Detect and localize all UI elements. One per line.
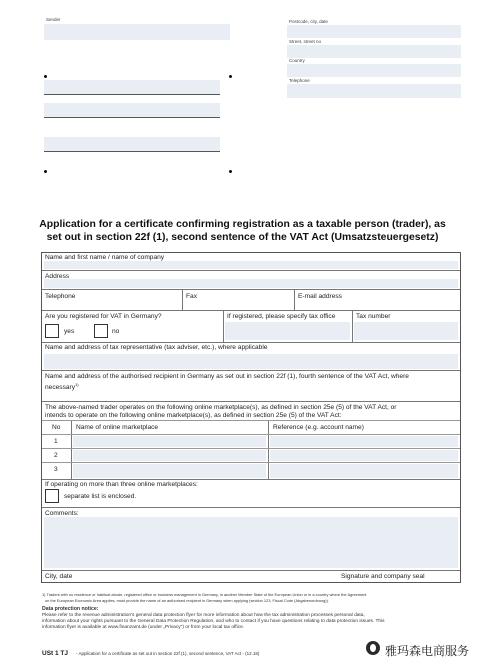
marketplace-reference-1[interactable]: [270, 436, 458, 447]
separate-list-checkbox[interactable]: [45, 489, 59, 503]
address-label: Address: [45, 273, 70, 280]
address-field[interactable]: [44, 279, 458, 288]
marketplace-name-2[interactable]: [73, 450, 266, 461]
marketplace-name-1[interactable]: [73, 436, 266, 447]
name-label: Name and first name / name of company: [45, 254, 165, 261]
street-label: Street, street no: [289, 39, 322, 44]
recipient-address-line-2: [44, 117, 220, 118]
no-label: no: [112, 328, 120, 335]
marketplace-name-3[interactable]: [73, 464, 266, 478]
tax-office-field[interactable]: [225, 322, 350, 340]
name-field[interactable]: [44, 261, 458, 269]
marketplace-intro-2: intends to operate on the following online marketplace(s), as defined in section 25e (5) of the VAT Act:: [45, 412, 342, 419]
data-protection-line-2: information about your rights pursuant to the General Data Protection Regulation, and who to contact if you have questions relating to data protection issues. This: [42, 619, 385, 624]
col-reference-header: Reference (e.g. account name): [273, 424, 364, 431]
vat-question-label: Are you registered for VAT in Germany?: [45, 313, 162, 320]
document-title-line-1: Application for a certificate confirming registration as a taxable person (trader), as: [39, 219, 446, 230]
marketplace-reference-3[interactable]: [270, 464, 458, 478]
row-number-3: 3: [54, 466, 58, 473]
country-field[interactable]: [287, 64, 461, 77]
corner-mark-bottom-right: [229, 170, 232, 173]
tax-representative-field[interactable]: [44, 354, 458, 369]
telephone-label: Telephone: [45, 293, 76, 300]
data-protection-heading: Data protection notice:: [42, 606, 99, 612]
marketplace-reference-2[interactable]: [270, 450, 458, 461]
recipient-address-field-1[interactable]: [44, 80, 220, 94]
footnote-line-1: 1) Traders with no residence or habitual abode, registered office or business management in Germany, in another Member State of the European Union or in a country where the Agreement: [42, 592, 367, 597]
row-number-1: 1: [54, 438, 58, 445]
fax-label: Fax: [186, 293, 197, 300]
corner-mark-bottom-left: [44, 170, 47, 173]
email-label: E-mail address: [298, 293, 342, 300]
corner-mark-top-left: [44, 75, 47, 78]
recipient-address-line-3: [44, 151, 220, 152]
signature-label: Signature and company seal: [341, 573, 425, 580]
comments-label: Comments:: [45, 510, 79, 517]
more-marketplaces-label: If operating on more than three online marketplaces:: [45, 481, 198, 488]
col-marketplace-header: Name of online marketplace: [76, 424, 159, 431]
telephone-header-label: Telephone: [289, 78, 310, 83]
watermark-text: 雅玛森电商服务: [385, 644, 470, 658]
row-number-2: 2: [54, 452, 58, 459]
corner-mark-top-right: [229, 75, 232, 78]
authorised-recipient-label-1: Name and address of the authorised recipient in Germany as set out in section 22f (1), fourth sentence of the VAT Act, where: [45, 373, 409, 380]
yes-label: yes: [64, 328, 75, 335]
col-no-header: No: [52, 424, 61, 431]
no-checkbox[interactable]: [94, 324, 108, 338]
recipient-address-line-1: [44, 94, 220, 95]
city-date-field[interactable]: [44, 553, 458, 568]
authorised-recipient-label-2: necessary$^{1)}$: [45, 382, 79, 392]
street-field[interactable]: [287, 45, 461, 58]
document-title-line-2: set out in section 22f (1), second sentence of the VAT Act (Umsatzsteuergesetz): [46, 232, 439, 243]
city-date-label: City, date: [45, 573, 73, 580]
application-form: [41, 252, 461, 583]
postcode-field[interactable]: [287, 25, 461, 38]
separate-list-label: separate list is enclosed.: [64, 493, 137, 500]
form-code: USt 1 TJ: [42, 650, 69, 657]
sender-label: Sender: [46, 17, 61, 22]
tax-representative-label: Name and address of tax representative (tax adviser, etc.), where applicable: [45, 344, 268, 351]
sender-field[interactable]: [44, 24, 230, 40]
data-protection-line-1: Please refer to the revenue administration's general data protection flyer for more information about how the tax administration processes personal data,: [42, 613, 365, 618]
recipient-address-field-2[interactable]: [44, 103, 220, 117]
marketplace-intro-1: The above-named trader operates on the following online marketplace(s), as defined in section 25e (5) of the VAT Act, or: [45, 404, 397, 411]
form-description: - Application for a certificate as set out in section 22f (1), second sentence, VAT Act - (12.18): [76, 651, 260, 656]
tax-number-field[interactable]: [354, 322, 458, 340]
yes-checkbox[interactable]: [45, 324, 59, 338]
recipient-address-field-3[interactable]: [44, 137, 220, 151]
tax-number-label: Tax number: [356, 313, 391, 320]
postcode-label: Postcode, city, date: [289, 19, 328, 24]
watermark-logo-icon: [366, 641, 380, 655]
footnote-line-2: on the European Economic Area applies, must provide the name of an authorised recipient in Germany when applying (section 123, Fiscal Code (Abgabenordnung)).: [45, 598, 329, 603]
telephone-header-field[interactable]: [287, 84, 461, 98]
tax-office-label: If registered, please specify tax office: [227, 313, 336, 320]
country-label: Country: [289, 58, 305, 63]
data-protection-line-3: information flyer is available at www.finanzamt.de (under „Privacy") or from your local tax office.: [42, 625, 245, 630]
